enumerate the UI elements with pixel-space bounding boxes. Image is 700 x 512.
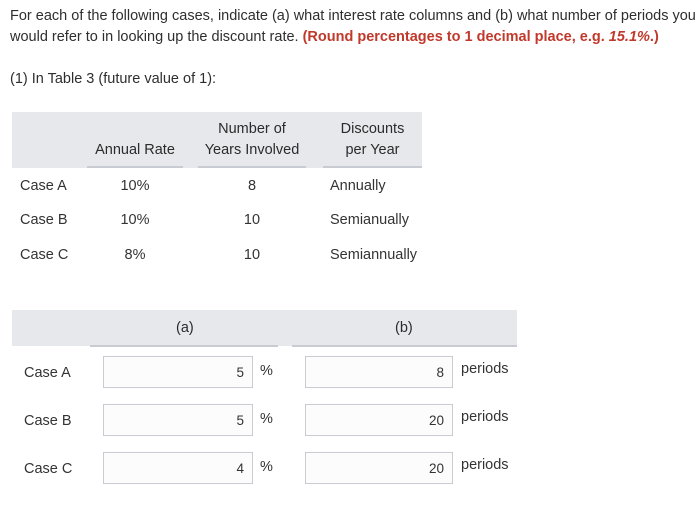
table1-years-cell: 8	[247, 178, 257, 194]
table2-header-a: (a)	[176, 320, 194, 336]
column-header-discounts-line2: per Year	[345, 142, 400, 158]
table1-years-cell: 10	[243, 247, 261, 263]
table1-case-label: Case C	[20, 247, 69, 263]
table2-case-label: Case B	[24, 413, 72, 429]
table1-rate-cell: 10%	[120, 212, 150, 228]
periods-input-case-b[interactable]	[305, 404, 453, 436]
rate-unit: %	[260, 411, 273, 427]
rate-input-case-b[interactable]	[103, 404, 253, 436]
rate-input-case-a[interactable]	[103, 356, 253, 388]
periods-unit: periods	[461, 457, 509, 473]
table2-header-underline-b	[292, 345, 517, 347]
table1-header-underline-rate	[87, 166, 183, 168]
rate-input-case-c[interactable]	[103, 452, 253, 484]
table2-header-bg	[12, 310, 517, 346]
column-header-years-line2: Years Involved	[204, 142, 300, 158]
table2-case-label: Case A	[24, 365, 71, 381]
rounding-note-example: 15.1%	[608, 29, 650, 45]
rounding-note-suffix: .)	[649, 29, 659, 45]
table1-discounts-cell: Semianually	[330, 212, 409, 228]
column-header-annual-rate: Annual Rate	[95, 142, 175, 158]
table1-header-underline-discounts	[323, 166, 422, 168]
periods-unit: periods	[461, 409, 509, 425]
rate-unit: %	[260, 459, 273, 475]
periods-unit: periods	[461, 361, 509, 377]
periods-input-case-a[interactable]	[305, 356, 453, 388]
table2-case-label: Case C	[24, 461, 73, 477]
table1-rate-cell: 8%	[124, 247, 146, 263]
periods-input-case-c[interactable]	[305, 452, 453, 484]
table1-rate-cell: 10%	[120, 178, 150, 194]
table1-discounts-cell: Semiannually	[330, 247, 418, 263]
rounding-note	[303, 29, 659, 45]
rounding-note-prefix: (Round percentages to 1 decimal place, e.g.	[302, 29, 609, 45]
column-header-discounts-line1: Discounts	[340, 121, 405, 137]
table1-years-cell: 10	[243, 212, 261, 228]
table2-header-b: (b)	[395, 320, 413, 336]
table1-case-label: Case A	[20, 178, 67, 194]
column-header-years-line1: Number of	[218, 121, 286, 137]
instructions-text: For each of the following cases, indicate (a) what interest rate columns and (b) what number of periods you would refer to in looking up the discount rate.	[10, 8, 696, 45]
table2-header-underline-a	[90, 345, 278, 347]
table1-header-underline-years	[198, 166, 306, 168]
instructions	[10, 6, 696, 48]
table1-discounts-cell: Annually	[330, 178, 386, 194]
subheading: (1) In Table 3 (future value of 1):	[10, 71, 217, 87]
rate-unit: %	[260, 363, 273, 379]
table1-case-label: Case B	[20, 212, 68, 228]
